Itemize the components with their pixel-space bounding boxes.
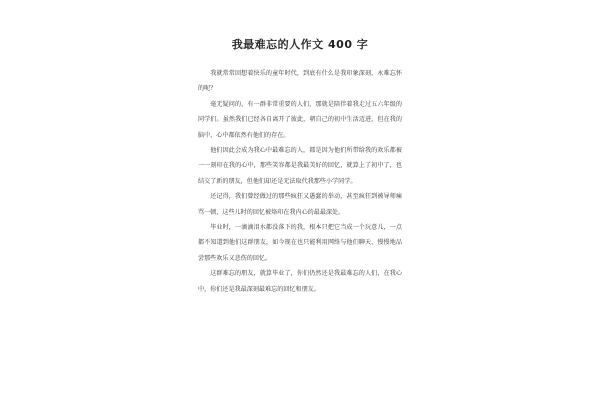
- document-body: [198, 66, 402, 297]
- paragraph: 还记得，我们曾经做过的那些疯狂又愚蠢的举动，甚至疯狂到被导师痛骂一顿，这些儿时的回忆被烙印在我内心的最最深处。: [198, 193, 402, 216]
- paragraph: 他们因此会成为我心中最难忘的人，都是因为他们所带给我的欢乐都被一一刻印在我的心中，那些笑容都是我最美好的回忆，就算上了初中了，也结交了新的朋友，但他们却还是无法取代我那些小学同学。: [198, 147, 402, 185]
- paragraph: 这群难忘的朋友，就算毕业了，你们仍然还是我最难忘的人们，在我心中，你们还是我最深刻最难忘的回忆和朋友。: [198, 270, 402, 293]
- paragraph: 毫无疑问的，有一群非常重要的人们，那就是陪伴着我走过五六年级的同学们。虽然我们已经各自离开了彼此，朝自己的初中生活迈进，但在我的脑中、心中都依然有他们的存在。: [198, 100, 402, 139]
- paragraph: 毕业时，一滴滴泪水都没落下的我，根本只把它当成一个玩意儿，一点都不知道到他们这群朋友，如今现在也只能利用网络与他们聊天，慢慢地品尝那些欢乐又悲伤的回忆。: [198, 224, 402, 262]
- document-title: 我最难忘的人作文 400 字: [231, 38, 369, 51]
- paragraph: 我就常常回想着快乐的童年时代，到底有什么是我印象深刻，永难忘怀的呢？: [198, 70, 402, 93]
